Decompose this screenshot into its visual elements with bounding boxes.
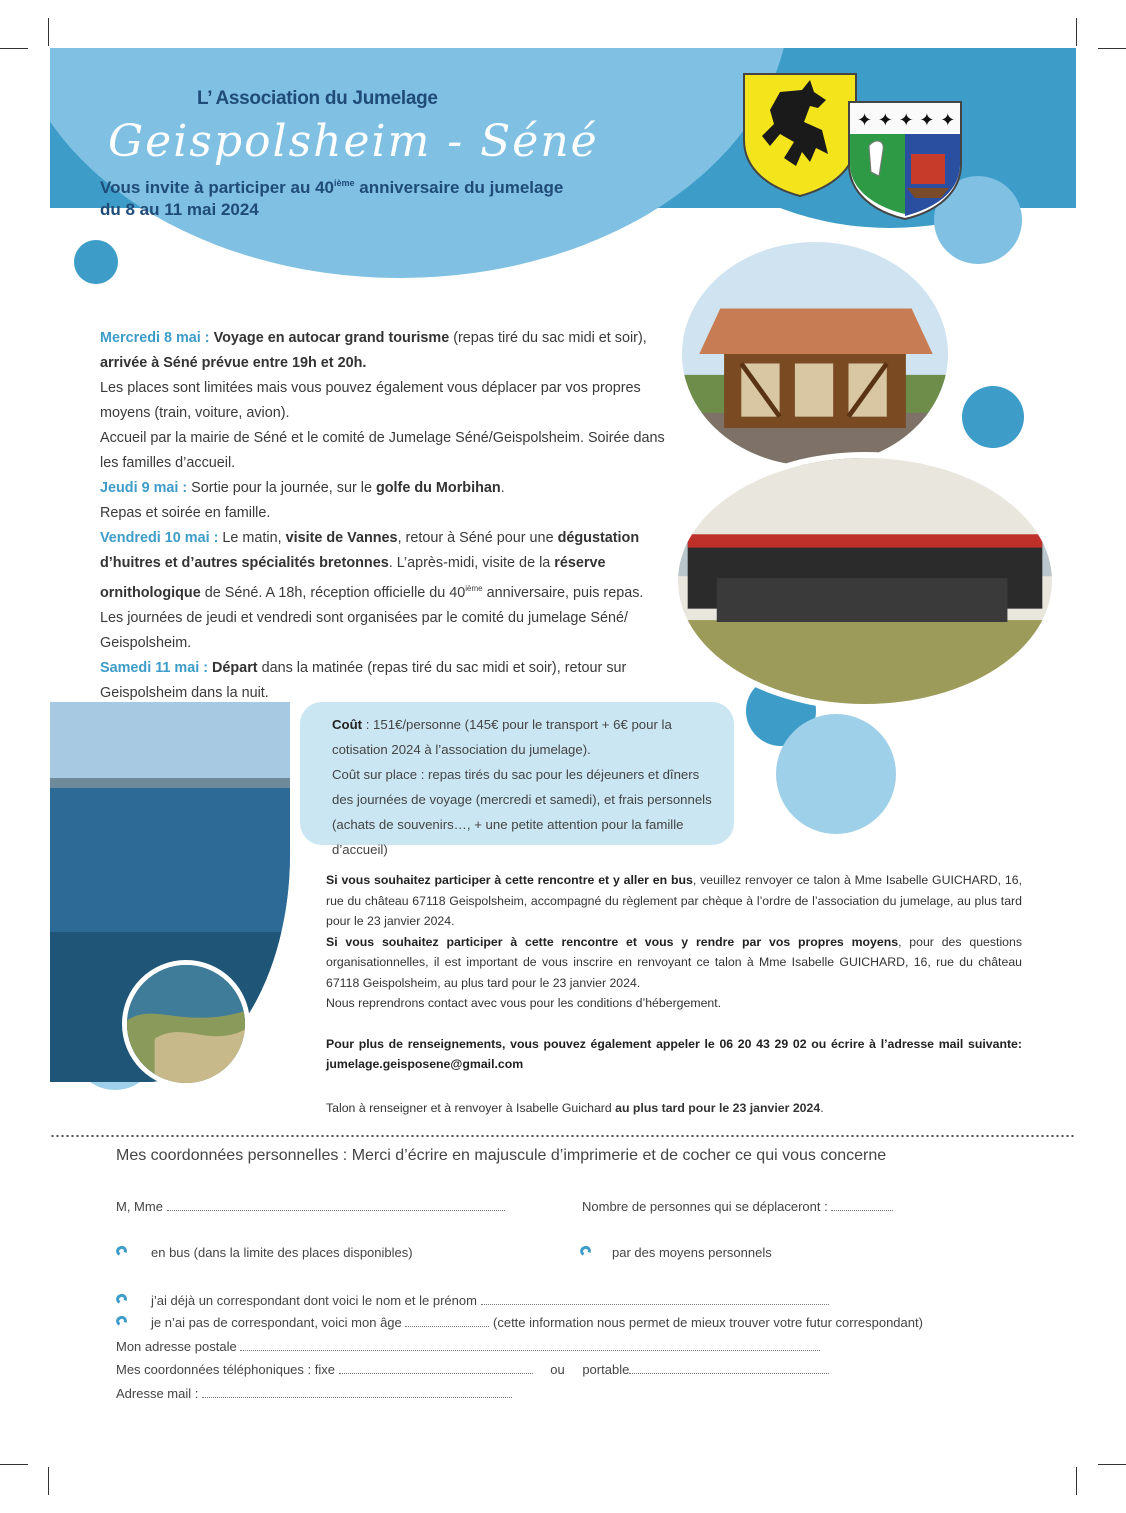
bus-option-label: en bus (dans la limite des places disponibles)	[151, 1245, 413, 1260]
no-correspondent-field[interactable]: je n’ai pas de correspondant, voici mon âge (cette information nous permet de mieux trouver votre futur correspondant)	[151, 1315, 923, 1330]
program-saturday: Samedi 11 mai : Départ dans la matinée (repas tiré du sac midi et soir), retour sur Geispolsheim dans la nuit.	[100, 660, 627, 701]
phone-field[interactable]: Mes coordonnées téléphoniques : fixe ou portable	[116, 1362, 829, 1377]
half-timbered-shelter-photo	[676, 236, 954, 472]
own-transport-option-label: par des moyens personnels	[612, 1245, 772, 1260]
crop-mark	[0, 48, 28, 49]
form-title: Mes coordonnées personnelles : Merci d’écrire en majuscule d’imprimerie et de cocher ce qui vous concerne	[116, 1147, 887, 1164]
invitation-heading: Vous invite à participer au 40ième anniversaire du jumelage du 8 au 11 mai 2024	[100, 178, 564, 219]
geispolsheim-coat-of-arms-icon	[740, 70, 860, 200]
program-text: Mercredi 8 mai : Voyage en autocar grand tourisme (repas tiré du sac midi et soir), arrivée à Séné prévue entre 19h et 20h. Les places sont limitées mais vous pouvez également vous déplacer par vos propres moyens (train, voiture, avion). Accueil par la mairie de Séné et le comité de Jumelage Séné/Geispolsheim. Soirée dans les familles d’accueil. Jeudi 9 mai : Sortie pour la journée, sur le golfe du Morbihan. Repas et soirée en famille. Vendredi 10 mai : Le matin, visite de Vannes, retour à Séné pour une dégustation d’huitres et d’autres spécialités bretonnes. L’après-midi, visite de la réserve ornithologique de Séné. A 18h, réception officielle du 40ième anniversaire, puis repas. Les journées de jeudi et vendredi sont organisées par le comité du jumelage Séné/ Geispolsheim. Samedi 11 mai : Départ dans la matinée (repas tiré du sac midi et soir), retour sur Geispolsheim dans la nuit.	[100, 326, 670, 706]
decorative-bubble	[962, 386, 1024, 448]
radio-option-icon[interactable]	[115, 1292, 129, 1305]
crop-mark	[1098, 48, 1126, 49]
radio-option-icon[interactable]	[115, 1314, 129, 1327]
association-name: L’ Association du Jumelage	[197, 88, 438, 109]
email-field[interactable]: Adresse mail :	[116, 1386, 512, 1401]
registration-info: Si vous souhaitez participer à cette rencontre et y aller en bus, veuillez renvoyer ce talon à Mme Isabelle GUICHARD, 16, rue du château 67118 Geispolsheim, accompagné du règlement par chèque à l’ordre de l’association du jumelage, au plus tard pour le 23 janvier 2024. Si vous souhaitez participer à cette rencontre et vous y rendre par vos propres moyens, pour des questions organisationnelles, il est important de vous inscrire en renvoyant ce talon à Mme Isabelle GUICHARD, 16, rue du château 67118 Geispolsheim, au plus tard pour le 23 janvier 2024. Nous reprendrons contact avec vous pour les conditions d’hébergement. Pour plus de renseignements, vous pouvez également appeler le 06 20 43 29 02 ou écrire à l’adresse mail suivante: jumelage.geisposene@gmail.com	[326, 873, 1022, 1071]
cut-line	[50, 1134, 1076, 1138]
program-thursday: Jeudi 9 mai : Sortie pour la journée, sur le golfe du Morbihan.	[100, 480, 505, 496]
group-photo	[672, 452, 1058, 710]
name-field[interactable]: M, Mme	[116, 1199, 505, 1214]
decorative-bubble	[776, 714, 896, 834]
radio-option-icon[interactable]	[579, 1244, 593, 1257]
crop-mark	[48, 18, 49, 46]
program-wednesday: Mercredi 8 mai : Voyage en autocar grand tourisme (repas tiré du sac midi et soir), arrivée à Séné prévue entre 19h et 20h.	[100, 330, 647, 371]
crop-mark	[48, 1467, 49, 1495]
crop-mark	[1076, 1467, 1077, 1495]
svg-text:✦ ✦ ✦ ✦ ✦: ✦ ✦ ✦ ✦ ✦	[857, 110, 956, 131]
cost-box: Coût : 151€/personne (145€ pour le transport + 6€ pour la cotisation 2024 à l’association du jumelage). Coût sur place : repas tirés du sac pour les déjeuners et dîners des journées de voyage (mercredi et samedi), et frais personnels (achats de souvenirs…, + une petite attention pour la famille d’accueil)	[300, 702, 734, 845]
radio-option-icon[interactable]	[115, 1244, 129, 1257]
crop-mark	[0, 1464, 28, 1465]
event-dates: du 8 au 11 mai 2024	[100, 200, 259, 219]
crop-mark	[1098, 1464, 1126, 1465]
aerial-harbor-photo	[122, 960, 250, 1088]
sene-coat-of-arms-icon	[845, 98, 965, 223]
decorative-bubble	[74, 240, 118, 284]
program-friday: Vendredi 10 mai : Le matin, visite de Vannes, retour à Séné pour une dégustation d’huitres et d’autres spécialités bretonnes. L’après-midi, visite de la réserve ornithologique de Séné. A 18h, réception officielle du 40ième anniversaire, puis repas.	[100, 530, 644, 601]
postal-address-field[interactable]: Mon adresse postale	[116, 1339, 820, 1354]
persons-count-field[interactable]: Nombre de personnes qui se déplaceront :	[582, 1199, 893, 1214]
page-title: Geispolsheim - Séné	[108, 116, 599, 167]
talon-deadline: Talon à renseigner et à renvoyer à Isabelle Guichard au plus tard pour le 23 janvier 2024.	[326, 1101, 824, 1115]
has-correspondent-field[interactable]: j’ai déjà un correspondant dont voici le nom et le prénom	[151, 1293, 829, 1308]
crop-mark	[1076, 18, 1077, 46]
